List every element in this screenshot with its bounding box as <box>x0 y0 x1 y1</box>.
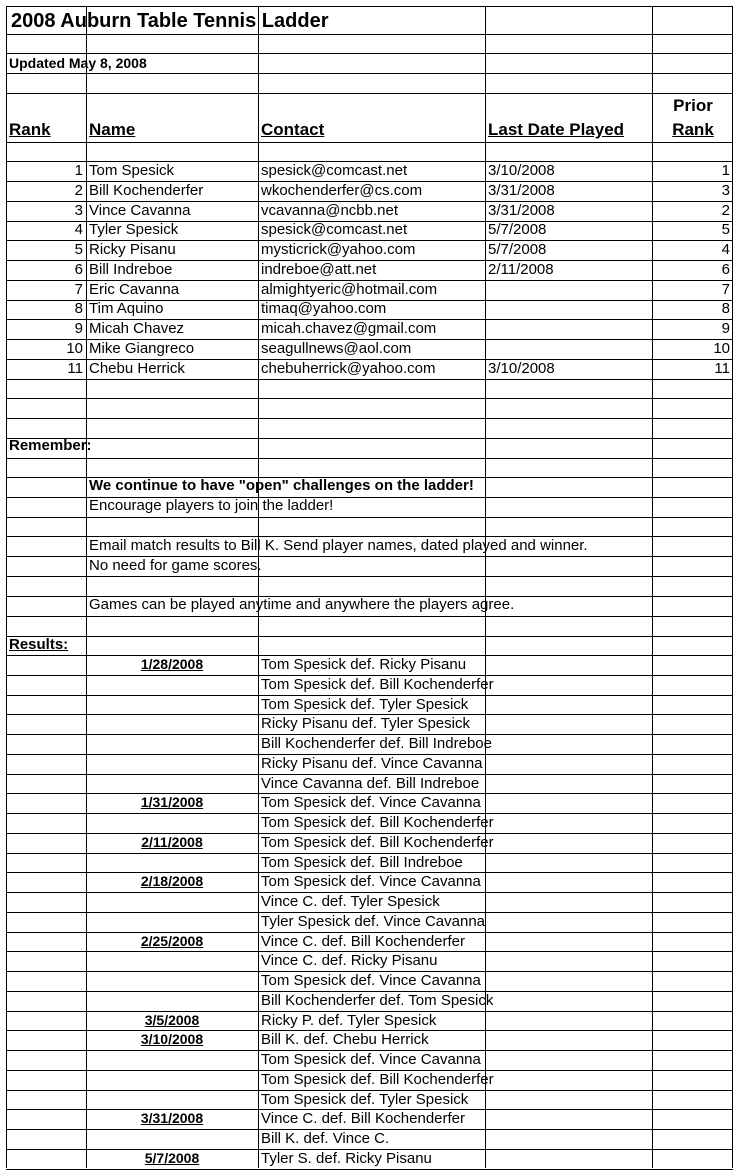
remember-label: Remember: <box>9 437 92 454</box>
header-name: Name <box>89 120 136 139</box>
grid-hline <box>6 418 733 419</box>
updated-label: Updated May 8, 2008 <box>9 55 147 71</box>
note-open-challenges: We continue to have "open" challenges on the ladder! <box>89 477 474 494</box>
player-rank: 6 <box>74 260 83 278</box>
grid-hline <box>6 34 733 35</box>
result-text: Bill Kochenderfer def. Bill Indreboe <box>261 735 492 752</box>
result-text: Tom Spesick def. Tyler Spesick <box>261 695 469 713</box>
player-prior-rank: 2 <box>721 201 730 219</box>
header-last-date: Last Date Played <box>488 120 625 139</box>
header-prior: Prior <box>673 96 713 115</box>
player-contact: mysticrick@yahoo.com <box>261 241 416 258</box>
result-text: Tom Spesick def. Bill Kochenderfer <box>261 675 494 693</box>
note-anytime: Games can be played anytime and anywhere the players agree. <box>89 596 515 613</box>
player-rank: 9 <box>74 320 83 337</box>
result-text: Tyler Spesick def. Vince Cavanna <box>261 912 486 930</box>
header-rank: Rank <box>9 120 51 139</box>
player-last-played: 3/31/2008 <box>488 181 555 199</box>
player-rank: 11 <box>67 359 83 377</box>
result-date: 2/25/2008 <box>140 932 204 949</box>
header-contact: Contact <box>261 120 325 139</box>
player-name: Chebu Herrick <box>89 359 185 377</box>
result-date: 2/18/2008 <box>140 873 204 890</box>
player-contact: spesick@comcast.net <box>261 221 408 239</box>
grid-hline <box>6 379 733 380</box>
result-text: Ricky Pisanu def. Tyler Spesick <box>261 715 470 733</box>
grid-hline <box>6 616 733 617</box>
player-last-played: 5/7/2008 <box>488 241 547 258</box>
player-prior-rank: 10 <box>713 339 730 357</box>
result-text: Tom Spesick def. Ricky Pisanu <box>261 656 467 673</box>
note-email: Email match results to Bill K. Send player names, dated played and winner. <box>89 537 588 554</box>
result-text: Tom Spesick def. Tyler Spesick <box>261 1090 469 1108</box>
player-name: Mike Giangreco <box>89 339 195 357</box>
player-rank: 8 <box>74 300 83 318</box>
result-text: Tom Spesick def. Bill Kochenderfer <box>261 814 494 831</box>
results-label: Results: <box>9 636 69 653</box>
grid-hline <box>6 438 733 439</box>
result-text: Bill K. def. Chebu Herrick <box>261 1031 429 1049</box>
result-text: Tom Spesick def. Bill Kochenderfer <box>261 833 494 851</box>
result-text: Ricky P. def. Tyler Spesick <box>261 1011 437 1029</box>
header-prior-rank: Rank <box>672 120 714 139</box>
player-contact: spesick@comcast.net <box>261 162 408 179</box>
result-date: 2/11/2008 <box>141 833 203 850</box>
player-name: Tim Aquino <box>89 300 164 318</box>
result-date: 3/10/2008 <box>140 1031 204 1048</box>
player-name: Tyler Spesick <box>89 221 179 239</box>
player-name: Eric Cavanna <box>89 280 180 298</box>
player-contact: micah.chavez@gmail.com <box>261 320 437 337</box>
result-text: Bill K. def. Vince C. <box>261 1130 390 1147</box>
result-text: Vince C. def. Bill Kochenderfer <box>261 1110 466 1128</box>
grid-hline <box>6 398 733 399</box>
result-date: 1/31/2008 <box>140 794 204 811</box>
player-rank: 7 <box>74 280 83 298</box>
result-date: 3/31/2008 <box>140 1110 204 1127</box>
grid-hline <box>6 576 733 577</box>
player-prior-rank: 4 <box>721 241 730 258</box>
result-text: Vince Cavanna def. Bill Indreboe <box>261 774 480 792</box>
result-text: Vince C. def. Tyler Spesick <box>261 893 440 910</box>
player-last-played: 3/10/2008 <box>488 359 555 377</box>
result-text: Vince C. def. Bill Kochenderfer <box>261 932 466 950</box>
player-prior-rank: 8 <box>721 300 730 318</box>
grid-hline <box>6 636 733 637</box>
player-name: Bill Indreboe <box>89 260 173 278</box>
result-text: Vince C. def. Ricky Pisanu <box>261 952 438 970</box>
player-rank: 1 <box>74 162 83 179</box>
grid-hline <box>6 517 733 518</box>
player-name: Ricky Pisanu <box>89 241 176 258</box>
player-contact: almightyeric@hotmail.com <box>261 280 438 298</box>
result-text: Tom Spesick def. Vince Cavanna <box>261 794 481 812</box>
player-name: Micah Chavez <box>89 320 185 337</box>
player-contact: indreboe@att.net <box>261 260 377 278</box>
grid-hline <box>6 93 733 94</box>
page-title: 2008 Auburn Table Tennis Ladder <box>11 10 329 32</box>
player-name: Bill Kochenderfer <box>89 181 204 199</box>
player-contact: timaq@yahoo.com <box>261 300 387 318</box>
player-prior-rank: 1 <box>721 162 730 179</box>
player-prior-rank: 6 <box>721 260 730 278</box>
result-text: Tom Spesick def. Vince Cavanna <box>261 873 481 891</box>
player-rank: 3 <box>74 201 83 219</box>
result-text: Tom Spesick def. Vince Cavanna <box>261 1051 481 1068</box>
grid-hline <box>6 1169 733 1170</box>
result-date: 5/7/2008 <box>144 1149 200 1166</box>
player-name: Vince Cavanna <box>89 201 191 219</box>
grid-hline <box>6 73 733 74</box>
result-date: 1/28/2008 <box>140 656 204 672</box>
player-contact: chebuherrick@yahoo.com <box>261 359 436 377</box>
result-text: Tyler S. def. Ricky Pisanu <box>261 1149 432 1167</box>
player-last-played: 3/10/2008 <box>488 162 555 179</box>
player-contact: vcavanna@ncbb.net <box>261 201 398 219</box>
player-contact: seagullnews@aol.com <box>261 339 412 357</box>
result-text: Tom Spesick def. Bill Kochenderfer <box>261 1070 494 1088</box>
player-last-played: 5/7/2008 <box>488 221 547 239</box>
player-prior-rank: 5 <box>721 221 730 239</box>
player-prior-rank: 7 <box>721 280 730 298</box>
result-text: Ricky Pisanu def. Vince Cavanna <box>261 754 483 772</box>
player-name: Tom Spesick <box>89 162 175 179</box>
player-contact: wkochenderfer@cs.com <box>261 181 423 199</box>
grid-hline <box>6 458 733 459</box>
player-rank: 10 <box>66 339 83 357</box>
player-prior-rank: 3 <box>721 181 730 199</box>
note-encourage: Encourage players to join the ladder! <box>89 497 334 514</box>
grid-hline <box>6 53 733 54</box>
result-text: Bill Kochenderfer def. Tom Spesick <box>261 991 494 1009</box>
result-text: Tom Spesick def. Bill Indreboe <box>261 853 463 871</box>
player-prior-rank: 11 <box>714 359 730 377</box>
grid-hline <box>6 6 733 7</box>
note-no-scores: No need for game scores. <box>89 557 262 574</box>
result-date: 3/5/2008 <box>144 1011 200 1028</box>
player-last-played: 2/11/2008 <box>488 260 554 278</box>
player-rank: 4 <box>74 221 83 239</box>
player-last-played: 3/31/2008 <box>488 201 555 219</box>
player-prior-rank: 9 <box>721 320 730 337</box>
player-rank: 2 <box>74 181 83 199</box>
player-rank: 5 <box>74 241 83 258</box>
grid-hline <box>6 142 733 143</box>
result-text: Tom Spesick def. Vince Cavanna <box>261 972 481 989</box>
